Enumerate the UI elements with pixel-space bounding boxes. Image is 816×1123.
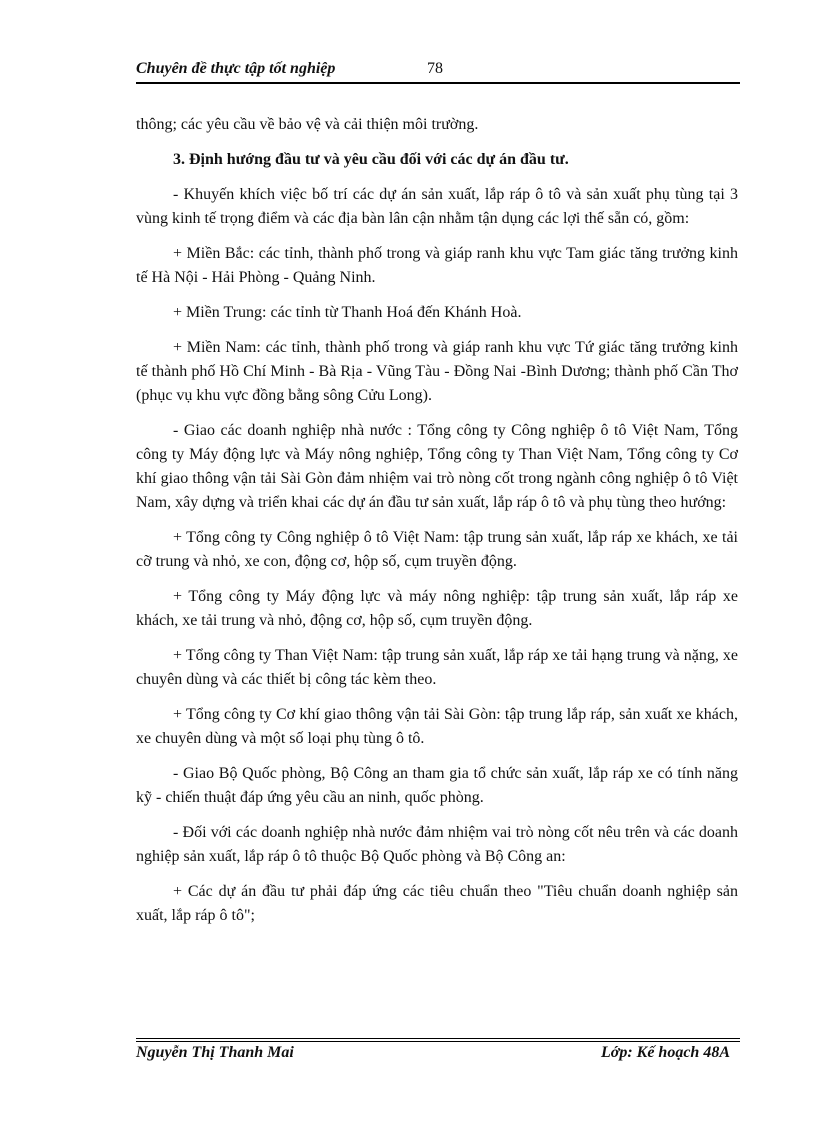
page-header (136, 60, 740, 82)
paragraph: - Khuyến khích việc bố trí các dự án sản xuất, lắp ráp ô tô và sản xuất phụ tùng tại 3 vùng kinh tế trọng điểm và các địa bàn lân cận nhằm tận dụng các lợi thế sẵn có, gồm: (136, 186, 738, 227)
paragraph: + Các dự án đầu tư phải đáp ứng các tiêu chuẩn theo "Tiêu chuẩn doanh nghiệp sản xuất, lắp ráp ô tô"; (136, 883, 738, 924)
paragraph: - Giao các doanh nghiệp nhà nước : Tổng công ty Công nghiệp ô tô Việt Nam, Tổng công ty Máy động lực và Máy nông nghiệp, Tổng công ty Than Việt Nam, Tổng công ty Cơ khí giao thông vận tải Sài Gòn đảm nhiệm vai trò nòng cốt trong ngành công nghiệp ô tô Việt Nam, xây dựng và triển khai các dự án đầu tư sản xuất, lắp ráp ô tô và phụ tùng theo hướng: (136, 422, 738, 511)
footer-rule (136, 1038, 740, 1042)
paragraph: + Miền Bắc: các tỉnh, thành phố trong và giáp ranh khu vực Tam giác tăng trưởng kinh tế Hà Nội - Hải Phòng - Quảng Ninh. (136, 245, 738, 286)
paragraph: + Tổng công ty Cơ khí giao thông vận tải Sài Gòn: tập trung lắp ráp, sản xuất xe khách, xe chuyên dùng và một số loại phụ tùng ô tô. (136, 706, 738, 747)
document-body (136, 113, 738, 939)
footer-class: Lớp: Kế hoạch 48A (600, 1044, 730, 1061)
header-title: Chuyên đề thực tập tốt nghiệp (136, 60, 336, 77)
paragraph: + Tổng công ty Máy động lực và máy nông nghiệp: tập trung sản xuất, lắp ráp xe khách, xe tải trung và nhỏ, động cơ, hộp số, cụm truyền động. (136, 588, 738, 629)
footer-author: Nguyễn Thị Thanh Mai (136, 1044, 294, 1061)
paragraph-continuation: thông; các yêu cầu về bảo vệ và cải thiện môi trường. (136, 116, 479, 133)
paragraph: + Tổng công ty Than Việt Nam: tập trung sản xuất, lắp ráp xe tải hạng trung và nặng, xe chuyên dùng và các thiết bị công tác kèm theo. (136, 647, 738, 688)
paragraph: - Giao Bộ Quốc phòng, Bộ Công an tham gia tổ chức sản xuất, lắp ráp xe có tính năng kỹ - chiến thuật đáp ứng yêu cầu an ninh, quốc phòng. (136, 765, 738, 806)
page-number: 78 (427, 60, 443, 77)
paragraph: + Miền Trung: các tỉnh từ Thanh Hoá đến Khánh Hoà. (173, 304, 522, 321)
paragraph: - Đối với các doanh nghiệp nhà nước đảm nhiệm vai trò nòng cốt nêu trên và các doanh nghiệp sản xuất, lắp ráp ô tô thuộc Bộ Quốc phòng và Bộ Công an: (136, 824, 738, 865)
section-heading: 3. Định hướng đầu tư và yêu cầu đối với các dự án đầu tư. (173, 151, 569, 168)
paragraph: + Tổng công ty Công nghiệp ô tô Việt Nam: tập trung sản xuất, lắp ráp xe khách, xe tải cỡ trung và nhỏ, xe con, động cơ, hộp số, cụm truyền động. (136, 529, 738, 570)
paragraph: + Miền Nam: các tỉnh, thành phố trong và giáp ranh khu vực Tứ giác tăng trưởng kinh tế thành phố Hồ Chí Minh - Bà Rịa - Vũng Tàu - Đồng Nai -Bình Dương; thành phố Cần Thơ (phục vụ khu vực đồng bằng sông Cửu Long). (136, 339, 738, 404)
header-rule (136, 82, 740, 84)
